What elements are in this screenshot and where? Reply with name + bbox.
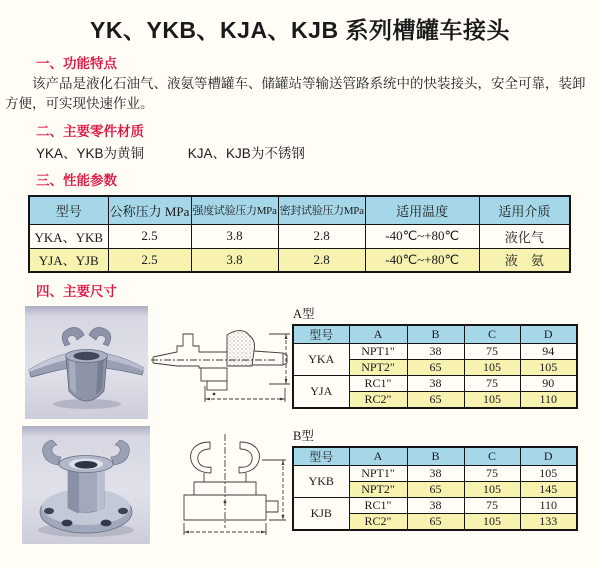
dim-model-cell: YKB (293, 466, 349, 498)
perf-cell: 2.8 (278, 224, 365, 248)
dim-cell: 110 (520, 392, 577, 409)
perf-header-medium: 适用介质 (479, 196, 570, 224)
section-heading-performance: 三、性能参数 (36, 173, 117, 189)
dim-cell: 38 (407, 498, 464, 514)
dimensions-area (0, 302, 600, 568)
a-type-section-sketch (149, 320, 292, 406)
dim-cell: 105 (464, 360, 520, 376)
perf-cell: 液 氨 (479, 248, 570, 272)
dimension-table-b (292, 446, 578, 531)
perf-cell: 液化气 (479, 224, 570, 248)
dim-cell: 75 (464, 376, 520, 392)
dim-cell: RC2" (349, 392, 407, 409)
dim-cell: 145 (520, 482, 577, 498)
dim-cell: 65 (407, 360, 464, 376)
dim-header-a: A (349, 447, 407, 466)
features-text: 该产品是液化石油气、液氨等槽罐车、储罐站等输送管路系统中的快装接头，安全可靠，装卸方便，可实现快速作业。 (5, 76, 586, 111)
b-type-flange-coupling-photo (22, 426, 150, 544)
a-type-coupling-photo (25, 306, 148, 419)
dim-header-b: B (407, 325, 464, 344)
dim-cell: NPT2" (349, 360, 407, 376)
dim-cell: 75 (464, 344, 520, 360)
dim-cell: 75 (464, 466, 520, 482)
dim-cell: 38 (407, 344, 464, 360)
section-heading-dimensions: 四、主要尺寸 (36, 284, 117, 300)
dim-b-row (293, 498, 577, 514)
dim-cell: NPT1" (349, 466, 407, 482)
dim-model-cell: YJA (293, 376, 349, 409)
dim-cell: NPT2" (349, 482, 407, 498)
dim-header-b: B (407, 447, 464, 466)
b-type-label: B型 (293, 429, 314, 444)
dim-a-row (293, 376, 577, 392)
dim-cell: 65 (407, 482, 464, 498)
a-type-label: A型 (293, 307, 315, 322)
b-type-section-drawing (166, 432, 290, 539)
dim-model-cell: YKA (293, 344, 349, 376)
materials-line (36, 142, 600, 162)
dim-cell: RC2" (349, 514, 407, 531)
page-title: YK、YKB、KJA、KJB 系列槽罐车接头 (90, 17, 510, 43)
b-type-coupling-illustration (22, 426, 150, 544)
dim-model-cell: KJB (293, 498, 349, 531)
dim-cell: 133 (520, 514, 577, 531)
dim-cell: 38 (407, 376, 464, 392)
dim-cell: RC1" (349, 376, 407, 392)
dim-cell: 110 (520, 498, 577, 514)
dim-cell: 65 (407, 514, 464, 531)
dim-header-d: D (520, 325, 577, 344)
perf-cell: YKA、YKB (29, 224, 108, 248)
performance-header-row (29, 196, 570, 224)
perf-header-nominal-pressure: 公称压力 MPa (108, 196, 191, 224)
perf-cell: -40℃~+80℃ (365, 248, 479, 272)
dim-cell: 105 (520, 466, 577, 482)
perf-header-seal-pressure: 密封试验压力MPa (278, 196, 365, 224)
perf-header-temperature: 适用温度 (365, 196, 479, 224)
section-heading-features: 一、功能特点 (36, 56, 117, 71)
dim-a-row (293, 344, 577, 360)
dim-b-row (293, 466, 577, 482)
dim-b-header-row (293, 447, 577, 466)
b-type-section-sketch (166, 432, 290, 539)
perf-cell: 2.5 (108, 248, 191, 272)
dim-header-model: 型号 (293, 325, 349, 344)
dim-header-c: C (464, 447, 520, 466)
performance-row-yja-yjb (29, 248, 570, 272)
dim-cell: NPT1" (349, 344, 407, 360)
perf-cell: -40℃~+80℃ (365, 224, 479, 248)
perf-cell: 2.5 (108, 224, 191, 248)
section-heading-materials: 二、主要零件材质 (36, 124, 144, 140)
dim-cell: RC1" (349, 498, 407, 514)
a-type-coupling-illustration (25, 306, 148, 419)
dim-cell: 94 (520, 344, 577, 360)
perf-header-model: 型号 (29, 196, 108, 224)
dim-header-d: D (520, 447, 577, 466)
perf-cell: 3.8 (191, 224, 278, 248)
performance-table (28, 195, 571, 273)
materials-steel: KJA、KJB为不锈钢 (187, 146, 305, 162)
perf-cell: 2.8 (278, 248, 365, 272)
perf-cell: YJA、YJB (29, 248, 108, 272)
b-type-table-block (292, 426, 578, 531)
perf-cell: 3.8 (191, 248, 278, 272)
dim-header-a: A (349, 325, 407, 344)
a-type-table-block (292, 304, 578, 409)
dim-cell: 105 (464, 514, 520, 531)
dim-cell: 105 (464, 392, 520, 409)
dim-cell: 65 (407, 392, 464, 409)
a-type-section-drawing (149, 320, 292, 406)
perf-header-strength-pressure: 强度试验压力MPa (191, 196, 278, 224)
dim-cell: 38 (407, 466, 464, 482)
materials-brass: YKA、YKB为黄铜 (36, 146, 145, 162)
dim-header-model: 型号 (293, 447, 349, 466)
performance-row-yka-ykb (29, 224, 570, 248)
dim-cell: 105 (464, 482, 520, 498)
dim-header-c: C (464, 325, 520, 344)
dim-cell: 90 (520, 376, 577, 392)
dim-cell: 105 (520, 360, 577, 376)
dim-a-header-row (293, 325, 577, 344)
dim-cell: 75 (464, 498, 520, 514)
dimension-table-a (292, 324, 578, 409)
